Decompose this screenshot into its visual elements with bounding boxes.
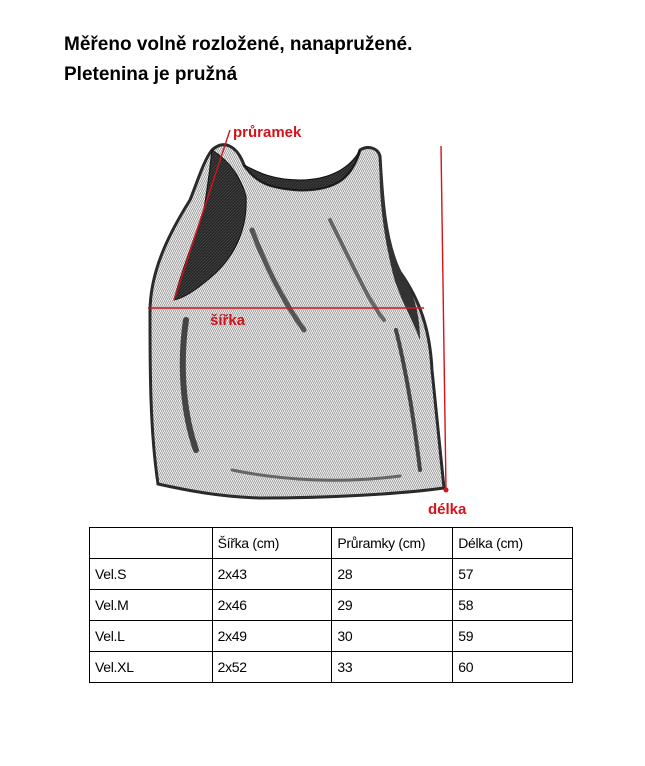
table-row [90,621,573,652]
label-armhole: průramek [233,124,302,141]
table-row [90,590,573,621]
table-header-cell: Délka (cm) [453,528,573,559]
table-row [90,652,573,683]
table-cell: 59 [453,621,573,652]
table-header-cell: Šířka (cm) [212,528,332,559]
table-cell: 60 [453,652,573,683]
table-header-cell: Průramky (cm) [332,528,453,559]
table-cell: 2x52 [212,652,332,683]
table-cell-size: Vel.L [90,621,213,652]
table-cell-size: Vel.XL [90,652,213,683]
label-width: šířka [210,312,246,329]
table-cell: 57 [453,559,573,590]
table-cell: 28 [332,559,453,590]
table-cell-size: Vel.S [90,559,213,590]
table-cell: 2x46 [212,590,332,621]
size-table [89,527,573,683]
table-header-row [90,528,573,559]
table-cell: 33 [332,652,453,683]
table-cell: 30 [332,621,453,652]
table-cell: 58 [453,590,573,621]
label-length: délka [428,501,467,518]
table-header-cell [90,528,213,559]
table-cell: 2x49 [212,621,332,652]
table-row [90,559,573,590]
table-cell-size: Vel.M [90,590,213,621]
length-measure-end-dot [444,488,449,493]
length-measure-line [441,146,446,490]
table-cell: 2x43 [212,559,332,590]
heading-line-2: Pletenina je pružná [64,64,238,85]
table-cell: 29 [332,590,453,621]
heading-line-1: Měřeno volně rozložené, nanapružené. [64,34,413,55]
